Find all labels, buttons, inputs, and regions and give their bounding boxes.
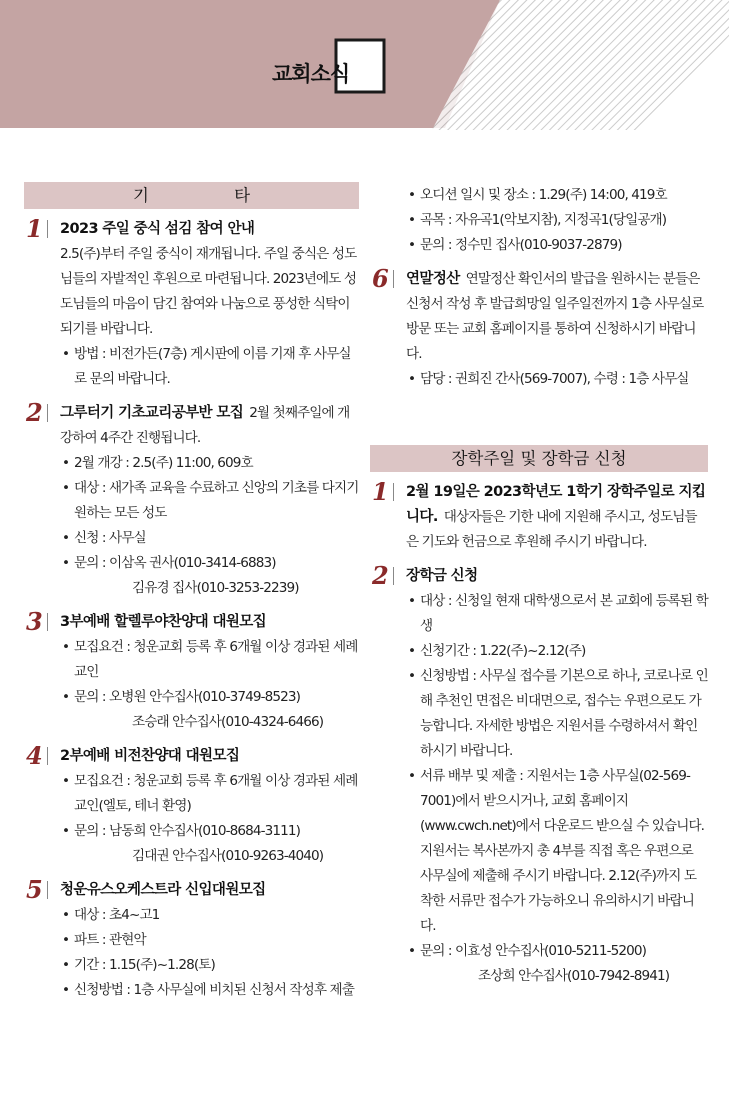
divider bbox=[47, 404, 48, 422]
bullet-item: • 문의 : 이삼옥 권사(010-3414-6883) bbox=[60, 551, 359, 576]
bullet-item: • 기간 : 1.15(주)~1.28(토) bbox=[60, 953, 359, 978]
item-number: 6 bbox=[372, 264, 389, 293]
item-heading: 연말정산 bbox=[406, 271, 460, 287]
bullet-item: • 파트 : 관현악 bbox=[60, 928, 359, 953]
divider bbox=[393, 567, 394, 585]
bullet-item: • 대상 : 신청일 현재 대학생으로서 본 교회에 등록된 학생 bbox=[406, 589, 708, 639]
bullet-item: • 신청방법 : 1층 사무실에 비치된 신청서 작성후 제출 bbox=[60, 978, 359, 1003]
item-number: 5 bbox=[26, 875, 43, 904]
bullet-item: • 신청방법 : 사무실 접수를 기본으로 하나, 코로나로 인해 추천인 면접은 비대면으로, 접수는 우편으로도 가능합니다. 자세한 방법은 지원서를 수령하셔서 확인하시기 바랍니다. bbox=[406, 664, 708, 764]
section-gap bbox=[370, 401, 708, 445]
bullet-item: • 신청 : 사무실 bbox=[60, 526, 359, 551]
item-body: 대상자들은 기한 내에 지원해 주시고, 성도님들은 기도와 헌금으로 후원해 주시기 바랍니다. bbox=[406, 509, 697, 550]
item-body: 2.5(주)부터 주일 중식이 재개됩니다. 주일 중식은 성도님들의 자발적인 후원으로 마련됩니다. 2023년에도 성도님들의 마음이 담긴 참여와 나눔으로 풍성한 식탁이 되기를 바랍니다. bbox=[60, 246, 357, 337]
item-number: 2 bbox=[372, 561, 389, 590]
bullet-item: • 담당 : 권희진 간사(569-7007), 수령 : 1층 사무실 bbox=[406, 367, 708, 392]
bullet-item: • 문의 : 정수민 집사(010-9037-2879) bbox=[406, 233, 708, 258]
news-item-4 bbox=[24, 741, 359, 869]
item-heading: 청운유스오케스트라 신입대원모집 bbox=[60, 882, 266, 898]
item-number: 1 bbox=[372, 477, 389, 506]
bullet-continuation: 조상희 안수집사(010-7942-8941) bbox=[478, 968, 670, 984]
item-heading: 장학금 신청 bbox=[406, 568, 478, 584]
page-title: 교회소식 bbox=[272, 62, 350, 86]
divider bbox=[47, 747, 48, 765]
item-number: 2 bbox=[26, 398, 43, 427]
news-item-1 bbox=[24, 214, 359, 392]
news-item-2 bbox=[24, 398, 359, 601]
item-heading: 2부예배 비전찬양대 대원모집 bbox=[60, 748, 240, 764]
news-item-5 bbox=[24, 875, 359, 1003]
scholarship-item-2 bbox=[370, 561, 708, 989]
bullet-item: • 2월 개강 : 2.5(주) 11:00, 609호 bbox=[60, 451, 359, 476]
item-body: 연말정산 확인서의 발급을 원하시는 분들은 신청서 작성 후 발급희망일 일주일전까지 1층 사무실로 방문 또는 교회 홈페이지를 통하여 신청하시기 바랍니다. bbox=[406, 271, 704, 362]
bullet-item: • 곡목 : 자유곡1(악보지참), 지정곡1(당일공개) bbox=[406, 208, 708, 233]
item-number: 3 bbox=[26, 607, 43, 636]
item-heading: 2월 19일은 2023학년도 1학기 장학주일로 지킵니다. bbox=[406, 484, 706, 525]
scholarship-item-1 bbox=[370, 477, 708, 555]
divider bbox=[393, 270, 394, 288]
category-header-misc: 기 타 bbox=[24, 182, 359, 209]
left-column bbox=[24, 182, 359, 1012]
bullet-item: • 방법 : 비전가든(7층) 게시판에 이름 기재 후 사무실로 문의 바랍니다. bbox=[60, 342, 359, 392]
bullet-item: • 문의 : 이효성 안수집사(010-5211-5200) bbox=[406, 939, 708, 964]
bullet-item: • 모집요건 : 청운교회 등록 후 6개월 이상 경과된 세례교인(엘토, 테너 환영) bbox=[60, 769, 359, 819]
news-item-6 bbox=[370, 264, 708, 392]
right-column bbox=[370, 183, 708, 998]
bullet-item: • 신청기간 : 1.22(주)~2.12(주) bbox=[406, 639, 708, 664]
item-number: 4 bbox=[26, 741, 43, 770]
bullet-item: • 문의 : 오병원 안수집사(010-3749-8523) bbox=[60, 685, 359, 710]
news-item-5-continued bbox=[370, 183, 708, 258]
bullet-continuation: 김대권 안수집사(010-9263-4040) bbox=[132, 848, 324, 864]
divider bbox=[47, 613, 48, 631]
bullet-item: • 모집요건 : 청운교회 등록 후 6개월 이상 경과된 세례교인 bbox=[60, 635, 359, 685]
item-body: 2월 첫째주일에 개강하여 4주간 진행됩니다. bbox=[60, 405, 350, 446]
bullet-continuation: 김유경 집사(010-3253-2239) bbox=[132, 580, 299, 596]
header-banner bbox=[0, 0, 729, 135]
bullet-item: • 대상 : 새가족 교육을 수료하고 신앙의 기초를 다지기 원하는 모든 성도 bbox=[60, 476, 359, 526]
bullet-item: • 대상 : 초4~고1 bbox=[60, 903, 359, 928]
divider bbox=[47, 881, 48, 899]
category-header-scholarship: 장학주일 및 장학금 신청 bbox=[370, 445, 708, 472]
divider bbox=[393, 483, 394, 501]
bullet-continuation: 조승래 안수집사(010-4324-6466) bbox=[132, 714, 324, 730]
bullet-item: • 문의 : 남동희 안수집사(010-8684-3111) bbox=[60, 819, 359, 844]
bullet-item: • 서류 배부 및 제출 : 지원서는 1층 사무실(02-569-7001)에서 받으시거나, 교회 홈페이지(www.cwch.net)에서 다운로드 받으실 수 있습니다. 지원서는 복사본까지 총 4부를 직접 혹은 우편으로 사무실에 제출해 주시기 바랍니다. 2.12(주)까지 도착한 서류만 접수가 가능하오니 유의하시기 바랍니다. bbox=[406, 764, 708, 939]
item-number: 1 bbox=[26, 214, 43, 243]
divider bbox=[47, 220, 48, 238]
news-item-3 bbox=[24, 607, 359, 735]
bullet-item: • 오디션 일시 및 장소 : 1.29(주) 14:00, 419호 bbox=[406, 183, 708, 208]
item-heading: 그루터기 기초교리공부반 모집 bbox=[60, 405, 244, 421]
item-heading: 3부예배 할렐루야찬양대 대원모집 bbox=[60, 614, 267, 630]
item-heading: 2023 주일 중식 섬김 참여 안내 bbox=[60, 221, 255, 237]
